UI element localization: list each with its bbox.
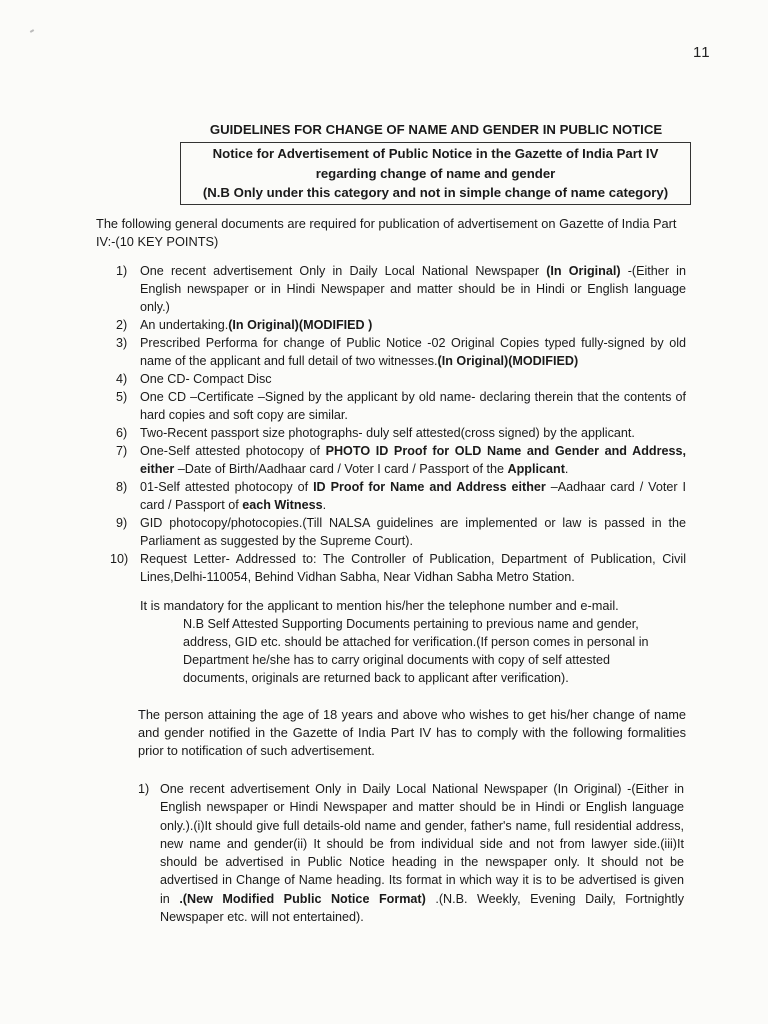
document-title: GUIDELINES FOR CHANGE OF NAME AND GENDER IN PUBLIC NOTICE [209, 122, 663, 137]
notice-line-3: (N.B Only under this category and not in simple change of name category) [202, 185, 669, 200]
scan-mark [30, 29, 34, 33]
key-points-list [96, 262, 686, 586]
intro-paragraph: The following general documents are required for publication of advertisement on Gazette of India Part IV:-(10 KEY POINTS) [96, 216, 677, 249]
adult-paragraph: The person attaining the age of 18 years and above who wishes to get his/her change of name and gender notified in the Gazette of India Part IV has to comply with the following formalities prior to notification of such advertisement. [138, 707, 686, 758]
list-item: 1) One recent advertisement Only in Daily Local National Newspaper (In Original) -(Either in English newspaper or in Hindi Newspaper and matter should be in Hindi or English language only.) [116, 264, 686, 314]
nb-note: N.B Self Attested Supporting Documents pertaining to previous name and gender, address, GID etc. should be attached for verification.(If person comes in personal in Department he/she has to carry original documents with copy of self attested documents, originals are returned back to applicant after verification). [183, 617, 649, 685]
notice-line-2: regarding change of name and gender [315, 165, 556, 181]
page-number: 11 [693, 44, 711, 61]
mandatory-note: It is mandatory for the applicant to mention his/her the telephone number and e-mail. [140, 598, 619, 613]
formalities-list [138, 780, 684, 926]
list-item: 4) One CD- Compact Disc [116, 372, 272, 386]
list-item: 6) Two-Recent passport size photographs- duly self attested(cross signed) by the applicant. [116, 426, 635, 440]
list-item: 2) An undertaking.(In Original)(MODIFIED ) [116, 318, 373, 332]
notice-line-1: Notice for Advertisement of Public Notice in the Gazette of India Part IV [212, 146, 659, 161]
list-item: 10) Request Letter- Addressed to: The Controller of Publication, Department of Publication, Civil Lines,Delhi-110054, Behind Vidhan Sabha, Near Vidhan Sabha Metro Station. [110, 552, 686, 584]
list-item: 1) One recent advertisement Only in Daily Local National Newspaper (In Original) -(Either in English newspaper or Hindi Newspaper and matter should be in Hindi or English language only.).(i)It should give full details-old name and gender, father's name, full residential address, new name and gender(ii) It should be from individual side and not from lawyer side.(iii)It should be advertised in Public Notice heading in the newspaper only. It should not be advertised in Change of Name heading. Its format in which way it is to be advertised is given in .(New Modified Public Notice Format) .(N.B. Weekly, Evening Daily, Fortnightly Newspaper etc. will not entertained). [138, 782, 684, 925]
list-item: 9) GID photocopy/photocopies.(Till NALSA guidelines are implemented or law is passed in the Parliament as suggested by the Supreme Court). [116, 516, 686, 548]
list-item: 7) One-Self attested photocopy of PHOTO ID Proof for OLD Name and Gender and Address, either –Date of Birth/Aadhaar card / Voter I card / Passport of the Applicant. [116, 444, 687, 476]
list-item: 5) One CD –Certificate –Signed by the applicant by old name- declaring therein that the contents of hard copies and soft copy are similar. [116, 390, 686, 422]
notice-box [180, 142, 691, 205]
list-item: 8) 01-Self attested photocopy of ID Proof for Name and Address either –Aadhaar card / Voter I card / Passport of each Witness. [116, 480, 686, 512]
list-item: 3) Prescribed Performa for change of Public Notice -02 Original Copies typed fully-signed by old name of the applicant and full detail of two witnesses.(In Original)(MODIFIED) [116, 336, 686, 368]
